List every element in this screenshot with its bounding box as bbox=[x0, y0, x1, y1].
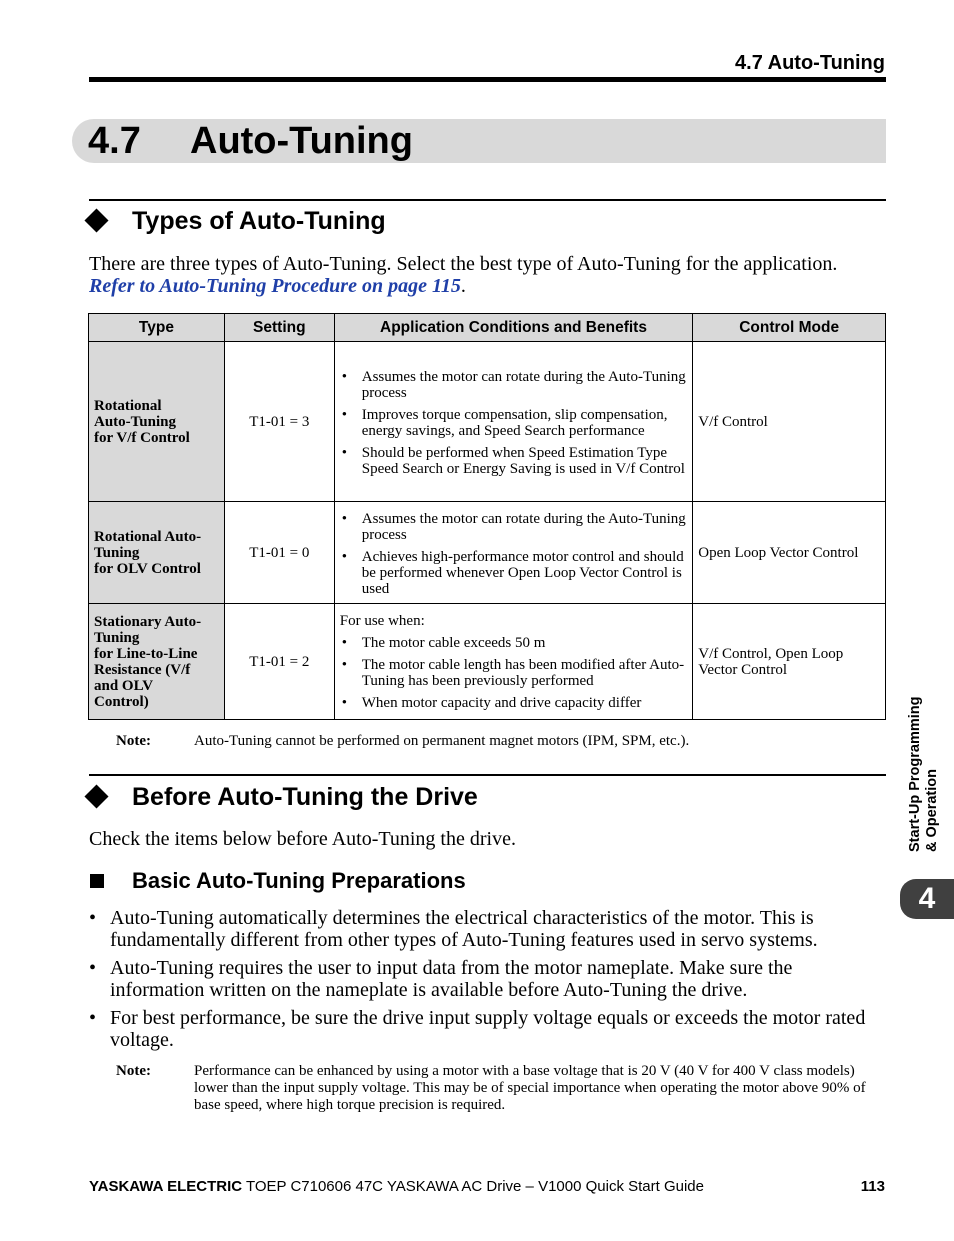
diamond-bullet-icon bbox=[84, 784, 108, 808]
square-bullet-icon bbox=[90, 874, 104, 888]
benefit-item: • The motor cable exceeds 50 m bbox=[340, 635, 689, 651]
side-tab-line: & Operation bbox=[924, 769, 940, 852]
page-number: 113 bbox=[860, 1178, 885, 1195]
header-type: Type bbox=[89, 314, 225, 342]
footer bbox=[89, 1178, 704, 1196]
table-row bbox=[89, 342, 886, 502]
type-cell bbox=[89, 502, 225, 604]
benefit-list bbox=[340, 511, 689, 597]
type-line: Control) bbox=[94, 693, 149, 710]
type-line: for Line-to-Line bbox=[94, 645, 198, 662]
chapter-number: 4.7 bbox=[88, 120, 141, 162]
header-setting: Setting bbox=[224, 314, 334, 342]
type-cell bbox=[89, 342, 225, 502]
chapter-title: Auto-Tuning bbox=[190, 120, 413, 162]
subsection-title: Basic Auto-Tuning Preparations bbox=[132, 868, 466, 893]
type-line: Tuning bbox=[94, 629, 140, 646]
benefit-item: • Assumes the motor can rotate during the Auto-Tuning process bbox=[340, 369, 689, 401]
diamond-bullet-icon bbox=[84, 208, 108, 232]
list-item: • Auto-Tuning requires the user to input data from the motor nameplate. Make sure the information written on the nameplate is available before Auto-Tuning the drive. bbox=[89, 957, 884, 1001]
benefit-item: • Achieves high-performance motor control and should be performed whenever Open Loop Vector Control is used bbox=[340, 549, 689, 597]
footer-brand: YASKAWA ELECTRIC bbox=[89, 1178, 243, 1195]
type-line: for V/f Control bbox=[94, 429, 190, 446]
side-tab-chapter-label[interactable] bbox=[904, 660, 948, 852]
type-cell bbox=[89, 604, 225, 720]
type-line: Rotational Auto- bbox=[94, 528, 202, 545]
section-title-types: Types of Auto-Tuning bbox=[132, 207, 386, 235]
control-mode-cell: V/f Control bbox=[693, 342, 886, 502]
application-cell bbox=[334, 604, 693, 720]
note-label: Note: bbox=[116, 733, 151, 749]
section-title-before: Before Auto-Tuning the Drive bbox=[132, 783, 478, 811]
application-intro: For use when: bbox=[339, 612, 425, 629]
header-control-mode: Control Mode bbox=[693, 314, 886, 342]
benefit-item: • Assumes the motor can rotate during the Auto-Tuning process bbox=[340, 511, 689, 543]
list-item: • Auto-Tuning automatically determines the electrical characteristics of the motor. This is fundamentally different from other types of Auto-Tuning features used in servo systems. bbox=[89, 907, 884, 951]
auto-tuning-types-table bbox=[88, 313, 886, 720]
type-line: Tuning bbox=[94, 544, 140, 561]
control-mode-cell: V/f Control, Open Loop Vector Control bbox=[693, 604, 886, 720]
application-cell bbox=[334, 342, 693, 502]
chapter-tab-number[interactable]: 4 bbox=[900, 879, 954, 919]
note-text-performance: Performance can be enhanced by using a motor with a base voltage that is 20 V (40 V for 400 V class models) lower than the input supply voltage. This may be of special importance when operating the motor above 90% of base speed, where high torque precision is required. bbox=[194, 1063, 866, 1113]
header-application: Application Conditions and Benefits bbox=[334, 314, 693, 342]
type-line: and OLV bbox=[94, 677, 154, 694]
table-row bbox=[89, 604, 886, 720]
table-header-row bbox=[89, 314, 886, 342]
type-line: Resistance (V/f bbox=[94, 661, 191, 678]
list-item: • For best performance, be sure the drive input supply voltage equals or exceeds the motor rated voltage. bbox=[89, 1007, 884, 1051]
setting-cell: T1-01 = 2 bbox=[224, 604, 334, 720]
types-intro bbox=[89, 253, 889, 297]
preparation-list bbox=[89, 907, 884, 1057]
benefit-item: • Improves torque compensation, slip compensation, energy savings, and Speed Search performance bbox=[340, 407, 689, 439]
benefit-item: • When motor capacity and drive capacity differ bbox=[340, 695, 689, 711]
setting-cell: T1-01 = 0 bbox=[224, 502, 334, 604]
running-head: 4.7 Auto-Tuning bbox=[735, 52, 885, 74]
header-rule bbox=[89, 77, 886, 82]
note-text-pm-motors: Auto-Tuning cannot be performed on permanent magnet motors (IPM, SPM, etc.). bbox=[194, 733, 690, 749]
table-row bbox=[89, 502, 886, 604]
footer-text: TOEP C710606 47C YASKAWA AC Drive – V1000 Quick Start Guide bbox=[242, 1178, 704, 1195]
benefit-list bbox=[340, 369, 689, 477]
type-line: Rotational bbox=[94, 397, 162, 414]
types-intro-text: There are three types of Auto-Tuning. Select the best type of Auto-Tuning for the application. bbox=[89, 253, 838, 275]
setting-cell: T1-01 = 3 bbox=[224, 342, 334, 502]
control-mode-cell: Open Loop Vector Control bbox=[693, 502, 886, 604]
section-rule-types bbox=[89, 199, 886, 201]
type-line: for OLV Control bbox=[94, 560, 201, 577]
application-cell bbox=[334, 502, 693, 604]
benefit-item: • Should be performed when Speed Estimation Type Speed Search or Energy Saving is used in V/f Control bbox=[340, 445, 689, 477]
before-intro: Check the items below before Auto-Tuning the drive. bbox=[89, 828, 516, 850]
type-line: Stationary Auto- bbox=[94, 613, 202, 630]
note-label: Note: bbox=[116, 1063, 151, 1079]
side-tab-line: Start-Up Programming bbox=[907, 696, 923, 852]
xref-period: . bbox=[460, 275, 466, 297]
benefit-list bbox=[340, 635, 689, 711]
benefit-item: • The motor cable length has been modified after Auto-Tuning has been previously performed bbox=[340, 657, 689, 689]
section-rule-before bbox=[89, 774, 886, 776]
type-line: Auto-Tuning bbox=[94, 413, 176, 430]
xref-link-auto-tuning-procedure[interactable]: Refer to Auto-Tuning Procedure on page 115 bbox=[89, 275, 461, 297]
side-tab-text bbox=[904, 660, 948, 852]
